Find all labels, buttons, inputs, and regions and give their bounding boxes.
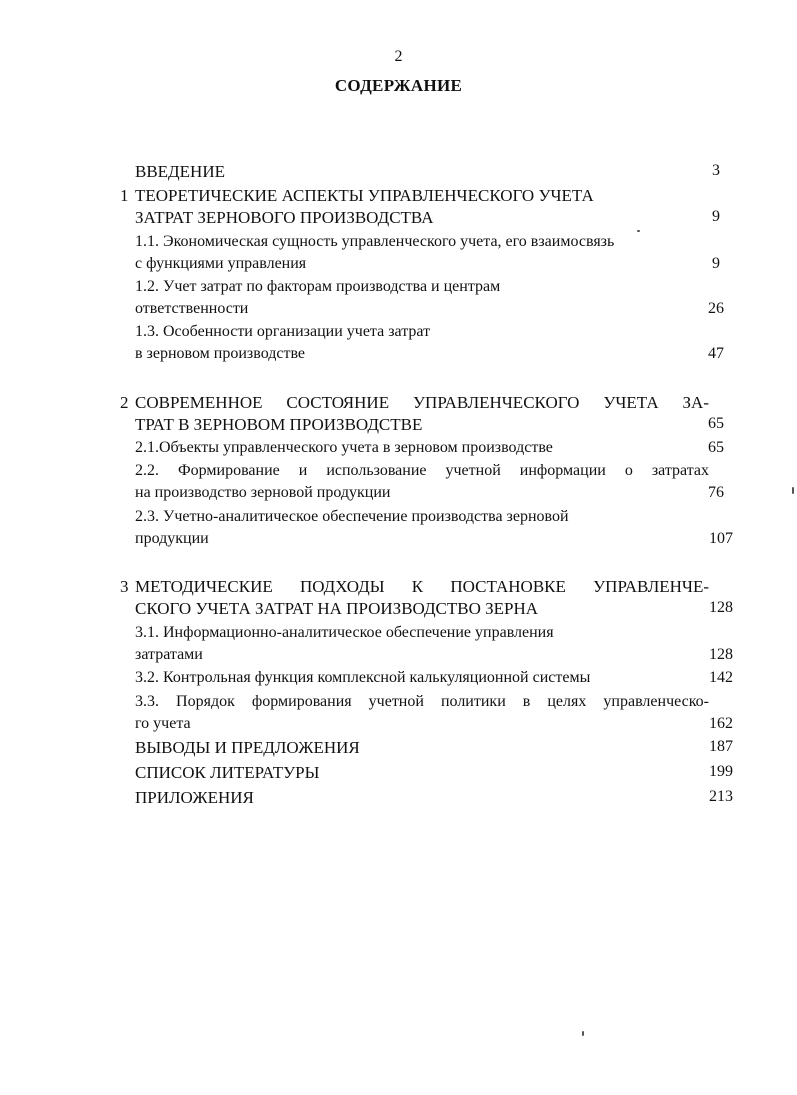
toc-line: ответственности [135, 300, 249, 317]
toc-chapter-number: 2 [120, 393, 129, 412]
scan-speck [637, 230, 640, 232]
toc-line: 1.1. Экономическая сущность управленческого учета, его взаимосвязь [135, 233, 615, 250]
toc-page-number: 3 [712, 162, 720, 179]
toc-line: СОВРЕМЕННОЕ СОСТОЯНИЕ УПРАВЛЕНЧЕСКОГО УЧЕТА ЗА- [135, 393, 709, 412]
toc-page-number: 47 [708, 345, 724, 362]
toc-line: в зерновом производстве [135, 345, 306, 362]
toc-chapter-number: 1 [120, 186, 129, 205]
toc-line: ТЕОРЕТИЧЕСКИЕ АСПЕКТЫ УПРАВЛЕНЧЕСКОГО УЧЕТА [135, 186, 594, 205]
toc-page-number: 162 [709, 715, 733, 732]
toc-page-number: 128 [709, 646, 733, 663]
toc-line: СКОГО УЧЕТА ЗАТРАТ НА ПРОИЗВОДСТВО ЗЕРНА [135, 599, 539, 618]
toc-line: 3.2. Контрольная функция комплексной калькуляционной системы [135, 669, 591, 686]
toc-chapter-number: 3 [120, 577, 129, 596]
toc-page-number: 128 [709, 599, 733, 616]
page-title: СОДЕРЖАНИЕ [334, 76, 463, 95]
toc-line: 1.2. Учет затрат по факторам производства и центрам [135, 278, 501, 295]
toc-line: продукции [135, 530, 209, 547]
toc-line: 2.2. Формирование и использование учетной информации о затратах [135, 462, 709, 479]
toc-page-number: 26 [708, 300, 724, 317]
toc-line: с функциями управления [135, 255, 307, 272]
toc-line: 3.1. Информационно-аналитическое обеспечение управления [135, 624, 554, 641]
toc-line: 2.3. Учетно-аналитическое обеспечение производства зерновой [135, 508, 569, 525]
toc-line: ПРИЛОЖЕНИЯ [135, 788, 254, 807]
toc-line: 2.1.Объекты управленческого учета в зерновом производстве [135, 439, 553, 456]
toc-page-number: 65 [708, 439, 724, 456]
toc-page-number: 142 [709, 669, 733, 686]
toc-line: 3.3. Порядок формирования учетной политики в целях управленческо- [135, 693, 709, 710]
toc-page-number: 65 [708, 415, 724, 432]
toc-line: ТРАТ В ЗЕРНОВОМ ПРОИЗВОДСТВЕ [135, 415, 423, 434]
toc-page-number: 76 [708, 484, 724, 501]
scan-speck [582, 1031, 584, 1036]
scan-speck [792, 487, 794, 494]
toc-line: на производство зерновой продукции [135, 484, 391, 501]
toc-page-number: 199 [709, 763, 733, 780]
page-number: 2 [394, 48, 403, 65]
toc-line: ВВЕДЕНИЕ [135, 162, 225, 181]
toc-line: го учета [135, 715, 191, 732]
toc-line: МЕТОДИЧЕСКИЕ ПОДХОДЫ К ПОСТАНОВКЕ УПРАВЛЕНЧЕ- [135, 577, 709, 596]
toc-line: 1.3. Особенности организации учета затрат [135, 323, 431, 340]
toc-line: ЗАТРАТ ЗЕРНОВОГО ПРОИЗВОДСТВА [135, 208, 434, 227]
toc-page-number: 9 [712, 208, 720, 225]
toc-page-number: 187 [709, 738, 733, 755]
toc-page-number: 107 [709, 530, 733, 547]
toc-line: СПИСОК ЛИТЕРАТУРЫ [135, 763, 320, 782]
toc-line: ВЫВОДЫ И ПРЕДЛОЖЕНИЯ [135, 738, 360, 757]
toc-page-number: 9 [712, 255, 720, 272]
toc-page-number: 213 [709, 788, 733, 805]
toc-line: затратами [135, 646, 203, 663]
